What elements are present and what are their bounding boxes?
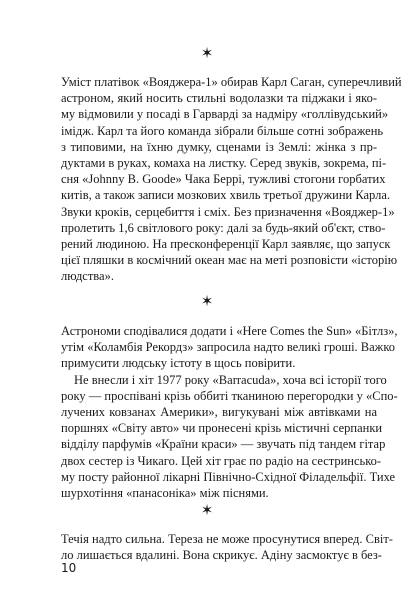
text-line: відділу парфумів «Країни краси» — звучать під тандем гітар <box>61 437 386 452</box>
paragraph-current-too-strong <box>61 531 393 563</box>
text-line: сня «Johnny B. Goode» Чака Беррі, тужливі стогони горбатих <box>61 172 386 187</box>
text-line: Звуки кроків, серцебиття і сміх. Без призначення «Вояджер-1» <box>61 204 395 219</box>
text-line: лучених ковзанах Америки», вигукувані між автівками на <box>61 404 377 419</box>
section-separator-star: ✶ <box>200 44 214 62</box>
text-line: дуктами в руках, комаха на листку. Серед звуків, зокрема, пі- <box>61 155 387 170</box>
text-line: Астрономи сподівалися додати і «Here Comes the Sun» «Бітлз», <box>61 324 398 338</box>
text-line: з типовими, на їхню думку, сценами із Землі: жінка з пр- <box>61 139 377 154</box>
text-line: примусити людську істоту в щось повірити. <box>61 356 296 371</box>
text-line: цієї пляшки в космічний океан має на меті розповісти «історію <box>61 253 398 268</box>
text-line: му посту районної лікарні Північно-Східної Філадельфії. Тихе <box>61 469 396 484</box>
paragraph-voyager-contents <box>61 74 402 284</box>
text-line: утім «Коламбія Рекордз» запросила надто великі гроші. Важко <box>61 340 396 355</box>
section-separator-star: ✶ <box>200 292 214 310</box>
text-line: шурхотіння «панасоніка» між піснями. <box>61 485 269 500</box>
page-number: 10 <box>61 561 77 575</box>
text-line: імідж. Карл та його команда зібрали більше сотні зображень <box>61 123 384 138</box>
text-line: астроном, який носить стильні водолазки та піджаки і яко- <box>61 91 377 106</box>
text-line: Не внесли і хіт 1977 року «Barracuda», хоча всі історії того <box>74 372 387 387</box>
text-line: поршнях «Світу авто» чи пронесені крізь містичні серпанки <box>61 421 383 436</box>
text-line: пролетить 1,6 світлового року: далі за будь-який об'єкт, ство- <box>61 220 386 235</box>
text-line: людства». <box>61 269 114 284</box>
text-line: му відмовили у посаді в Гарварді за надміру «голлівудський» <box>61 107 389 122</box>
text-line: двох сестер із Чикаго. Цей хіт грає по радіо на сестринсько- <box>61 453 382 468</box>
text-line: китів, а також записи мозкових хвиль третьої дружини Карла. <box>61 188 391 203</box>
text-line: ло лишається вдалині. Вона скрикує. Адіну засмоктує в без- <box>61 548 382 563</box>
paragraph-excluded-songs <box>61 323 398 501</box>
text-line: Течія надто сильна. Тереза не може просунутися вперед. Світ- <box>61 532 393 546</box>
text-line: Уміст платівок «Вояджера-1» обирав Карл Саган, суперечливий <box>61 75 402 89</box>
section-separator-star: ✶ <box>200 501 214 519</box>
text-line: рений людиною. На пресконференції Карл заявляє, що запуск <box>61 236 391 251</box>
text-line: року — проспівані крізь оббиті тканиною перегородки у «Спо- <box>61 388 398 403</box>
